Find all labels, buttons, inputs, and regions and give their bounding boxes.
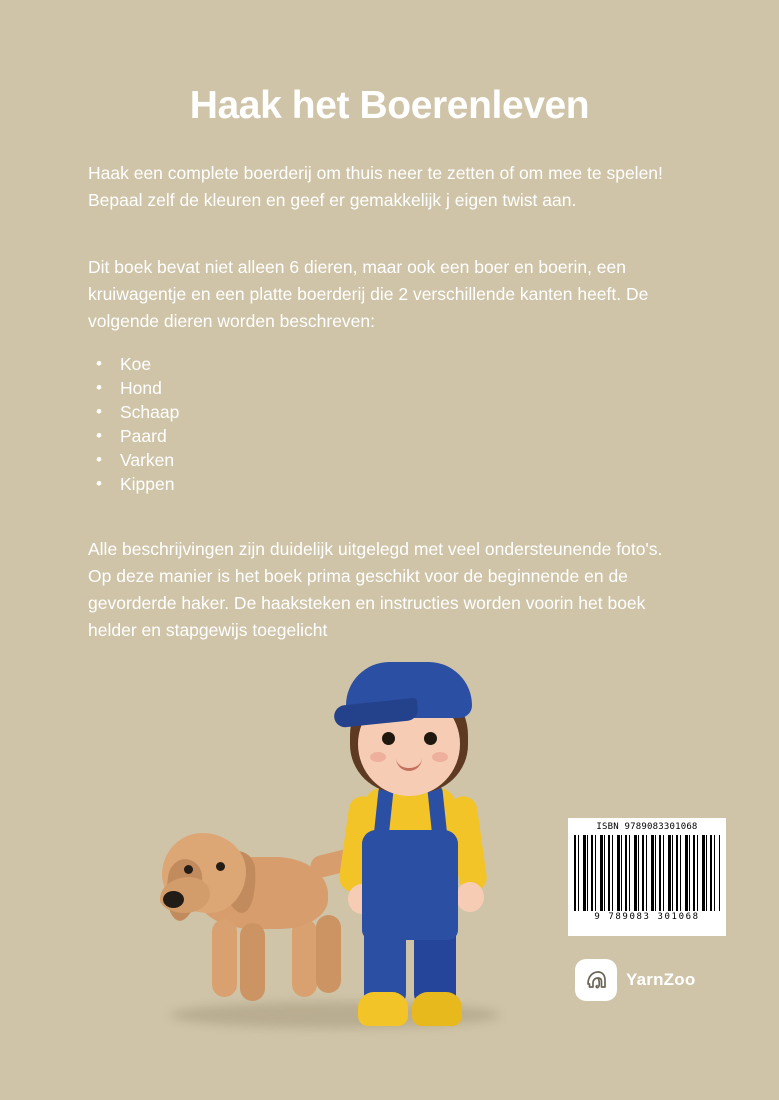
doll-hand-right	[456, 882, 484, 912]
closing-paragraph: Alle beschrijvingen zijn duidelijk uitgelegd met veel ondersteunende foto's. Op deze manier is het boek prima geschikt voor de beginnende en de gevorderde haker. De haaksteken en instructies worden voorin het boek helder en stapgewijs toegelicht	[88, 538, 663, 640]
animal-label: Varken	[120, 450, 175, 470]
intro-paragraph: Haak een complete boerderij om thuis neer te zetten of om mee te spelen! Bepaal zelf de kleuren en geef er gemakkelijk j eigen twist aan.	[88, 162, 663, 210]
dog-back-leg-left	[292, 919, 317, 997]
barcode-bars	[574, 835, 720, 911]
animal-list	[88, 352, 488, 496]
dog-nose	[163, 891, 184, 908]
publisher-logo	[575, 955, 725, 1005]
barcode-isbn-label: ISBN 9789083301068	[596, 822, 698, 832]
publisher-name: YarnZoo	[626, 970, 696, 989]
doll-overalls	[362, 830, 458, 940]
product-photo	[130, 630, 570, 1050]
animal-label: Koe	[120, 354, 152, 374]
list-item	[88, 448, 488, 472]
list-item	[88, 400, 488, 424]
doll-cheek-left	[370, 752, 386, 762]
list-item	[88, 472, 488, 496]
doll-eye-left	[382, 732, 395, 745]
animal-label: Paard	[120, 426, 167, 446]
barcode	[568, 818, 726, 936]
list-item	[88, 376, 488, 400]
animal-label: Schaap	[120, 402, 180, 422]
doll-cheek-right	[432, 752, 448, 762]
dog-front-leg-right	[240, 923, 265, 1001]
animal-label: Hond	[120, 378, 162, 398]
page-title: Haak het Boerenleven	[189, 84, 590, 128]
dog-front-leg-left	[212, 919, 237, 997]
dog-eye-left	[184, 865, 193, 874]
doll-shoe-right	[412, 992, 462, 1026]
list-item	[88, 352, 488, 376]
contents-paragraph: Dit boek bevat niet alleen 6 dieren, maar ook een boer en boerin, een kruiwagentje en een platte boerderij die 2 verschillende kanten heeft. De volgende dieren worden beschreven:	[88, 256, 649, 331]
elephant-icon	[575, 959, 617, 1001]
dog-eye-right	[216, 862, 225, 871]
crochet-farmer-figure	[320, 640, 510, 1030]
animal-label: Kippen	[120, 474, 175, 494]
barcode-digits: 9 789083 301068	[594, 912, 700, 922]
list-item	[88, 424, 488, 448]
doll-eye-right	[424, 732, 437, 745]
doll-shoe-left	[358, 992, 408, 1026]
